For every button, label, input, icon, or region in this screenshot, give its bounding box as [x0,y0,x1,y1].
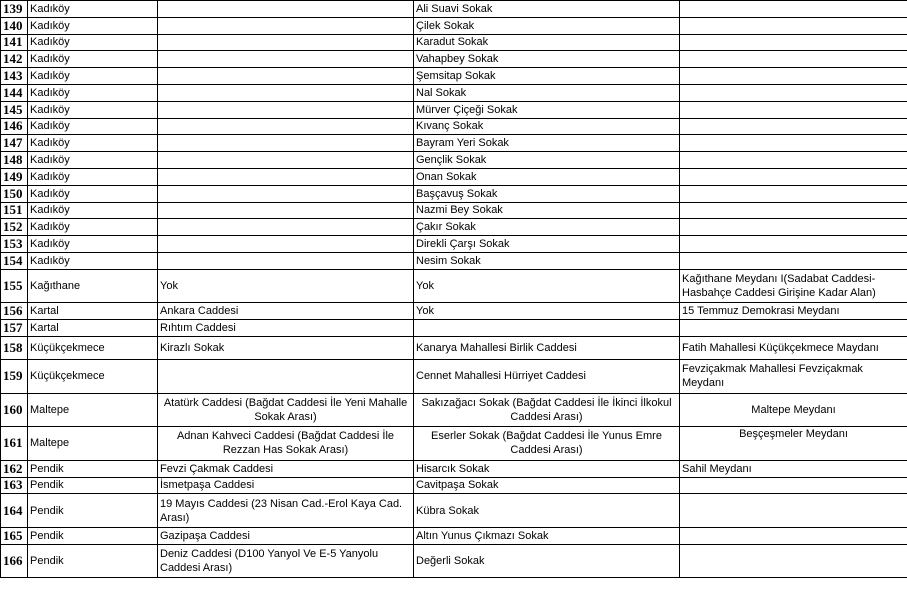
row-number: 140 [1,17,28,34]
street-cell: Rıhtım Caddesi [158,320,414,337]
row-number: 142 [1,51,28,68]
street-cell: Yok [414,269,680,303]
square-cell: Fevziçakmak Mahallesi Fevziçakmak Meydanı [680,359,907,393]
street-cell: Bayram Yeri Sokak [414,135,680,152]
square-cell [680,84,907,101]
district-cell: Kadıköy [28,185,158,202]
street-cell: Çakır Sokak [414,219,680,236]
street-cell: Şemsitap Sokak [414,68,680,85]
table-row [1,427,907,461]
street-cell [158,51,414,68]
district-cell: Kadıköy [28,118,158,135]
table-row [1,219,907,236]
street-cell: Fevzi Çakmak Caddesi [158,460,414,477]
street-cell: Atatürk Caddesi (Bağdat Caddesi İle Yeni Mahalle Sokak Arası) [158,393,414,427]
street-cell [158,135,414,152]
district-cell: Kadıköy [28,101,158,118]
table-row [1,269,907,303]
table-row [1,320,907,337]
street-cell [158,219,414,236]
square-cell [680,219,907,236]
street-cell [158,17,414,34]
row-number: 153 [1,236,28,253]
row-number: 155 [1,269,28,303]
district-cell: Pendik [28,544,158,578]
table-row [1,544,907,578]
street-cell: Kübra Sokak [414,494,680,528]
district-cell: Kartal [28,303,158,320]
row-number: 159 [1,359,28,393]
square-cell [680,101,907,118]
street-cell: Ankara Caddesi [158,303,414,320]
street-cell [158,101,414,118]
district-cell: Pendik [28,527,158,544]
row-number: 146 [1,118,28,135]
square-cell [680,34,907,51]
square-cell [680,236,907,253]
district-cell: Kadıköy [28,34,158,51]
row-number: 154 [1,252,28,269]
street-cell [158,185,414,202]
street-cell: Çilek Sokak [414,17,680,34]
square-cell [680,68,907,85]
district-cell: Küçükçekmece [28,336,158,359]
square-cell: Maltepe Meydanı [680,393,907,427]
street-cell: Kanarya Mahallesi Birlik Caddesi [414,336,680,359]
table-row [1,477,907,494]
square-cell [680,152,907,169]
row-number: 161 [1,427,28,461]
street-cell: Yok [158,269,414,303]
row-number: 144 [1,84,28,101]
street-cell: Yok [414,303,680,320]
square-cell [680,168,907,185]
row-number: 156 [1,303,28,320]
square-cell [680,202,907,219]
street-cell: Sakızağacı Sokak (Bağdat Caddesi İle İkinci İlkokul Caddesi Arası) [414,393,680,427]
square-cell [680,494,907,528]
row-number: 150 [1,185,28,202]
district-cell: Pendik [28,460,158,477]
district-cell: Kadıköy [28,236,158,253]
district-cell: Küçükçekmece [28,359,158,393]
square-cell: Sahil Meydanı [680,460,907,477]
district-cell: Kadıköy [28,51,158,68]
street-cell: Gençlik Sokak [414,152,680,169]
street-cell [158,34,414,51]
district-cell: Pendik [28,477,158,494]
district-cell: Maltepe [28,427,158,461]
street-cell: Altın Yunus Çıkmazı Sokak [414,527,680,544]
table-row [1,135,907,152]
street-cell: Kirazlı Sokak [158,336,414,359]
table-row [1,336,907,359]
district-cell: Maltepe [28,393,158,427]
table-row [1,34,907,51]
street-cell [158,252,414,269]
table-row [1,527,907,544]
table-row [1,1,907,18]
square-cell [680,118,907,135]
street-cell: Kıvanç Sokak [414,118,680,135]
table-row [1,101,907,118]
square-cell [680,527,907,544]
table-row [1,202,907,219]
row-number: 152 [1,219,28,236]
street-cell [158,68,414,85]
row-number: 162 [1,460,28,477]
district-cell: Kağıthane [28,269,158,303]
district-cell: Kadıköy [28,68,158,85]
row-number: 163 [1,477,28,494]
street-cell [158,236,414,253]
table-row [1,17,907,34]
street-cell: Ali Suavi Sokak [414,1,680,18]
row-number: 151 [1,202,28,219]
district-cell: Kadıköy [28,168,158,185]
street-cell: Nal Sokak [414,84,680,101]
square-cell [680,135,907,152]
table-row [1,236,907,253]
district-cell: Kadıköy [28,84,158,101]
street-cell: Deniz Caddesi (D100 Yanyol Ve E-5 Yanyolu Caddesi Arası) [158,544,414,578]
street-cell: Hisarcık Sokak [414,460,680,477]
square-cell [680,1,907,18]
district-cell: Pendik [28,494,158,528]
square-cell: Fatih Mahallesi Küçükçekmece Maydanı [680,336,907,359]
square-cell [680,320,907,337]
row-number: 164 [1,494,28,528]
district-cell: Kadıköy [28,252,158,269]
street-cell: Mürver Çiçeği Sokak [414,101,680,118]
street-cell: Cennet Mahallesi Hürriyet Caddesi [414,359,680,393]
table-row [1,359,907,393]
street-cell [158,84,414,101]
square-cell [680,17,907,34]
square-cell: Beşçeşmeler Meydanı [680,427,907,461]
table-row [1,152,907,169]
street-cell: Başçavuş Sokak [414,185,680,202]
table-row [1,460,907,477]
street-cell: Değerli Sokak [414,544,680,578]
row-number: 166 [1,544,28,578]
row-number: 149 [1,168,28,185]
square-cell [680,252,907,269]
street-cell [158,168,414,185]
street-cell: Eserler Sokak (Bağdat Caddesi İle Yunus Emre Caddesi Arası) [414,427,680,461]
square-cell [680,544,907,578]
street-cell: Direkli Çarşı Sokak [414,236,680,253]
street-cell: Gazipaşa Caddesi [158,527,414,544]
square-cell: 15 Temmuz Demokrasi Meydanı [680,303,907,320]
street-cell [158,118,414,135]
row-number: 148 [1,152,28,169]
district-cell: Kadıköy [28,202,158,219]
row-number: 165 [1,527,28,544]
square-cell [680,185,907,202]
table-row [1,303,907,320]
row-number: 139 [1,1,28,18]
row-number: 160 [1,393,28,427]
street-cell: Cavitpaşa Sokak [414,477,680,494]
street-cell: Onan Sokak [414,168,680,185]
row-number: 157 [1,320,28,337]
district-cell: Kartal [28,320,158,337]
district-cell: Kadıköy [28,1,158,18]
table-row [1,494,907,528]
street-cell: Vahapbey Sokak [414,51,680,68]
table-row [1,68,907,85]
row-number: 143 [1,68,28,85]
street-cell: İsmetpaşa Caddesi [158,477,414,494]
district-cell: Kadıköy [28,135,158,152]
square-cell [680,51,907,68]
table-row [1,393,907,427]
table-row [1,118,907,135]
square-cell [680,477,907,494]
district-cell: Kadıköy [28,219,158,236]
row-number: 145 [1,101,28,118]
street-cell: 19 Mayıs Caddesi (23 Nisan Cad.-Erol Kaya Cad. Arası) [158,494,414,528]
table-row [1,168,907,185]
street-cell [158,202,414,219]
street-cell: Nazmi Bey Sokak [414,202,680,219]
district-cell: Kadıköy [28,17,158,34]
street-cell: Adnan Kahveci Caddesi (Bağdat Caddesi İle Rezzan Has Sokak Arası) [158,427,414,461]
street-cell: Nesim Sokak [414,252,680,269]
street-cell: Karadut Sokak [414,34,680,51]
street-cell [158,1,414,18]
row-number: 158 [1,336,28,359]
table-row [1,51,907,68]
street-cell [158,152,414,169]
district-cell: Kadıköy [28,152,158,169]
row-number: 141 [1,34,28,51]
street-cell [158,359,414,393]
table-row [1,185,907,202]
square-cell: Kağıthane Meydanı I(Sadabat Caddesi-Hasbahçe Caddesi Girişine Kadar Alan) [680,269,907,303]
street-cell [414,320,680,337]
table-row [1,252,907,269]
table-row [1,84,907,101]
row-number: 147 [1,135,28,152]
